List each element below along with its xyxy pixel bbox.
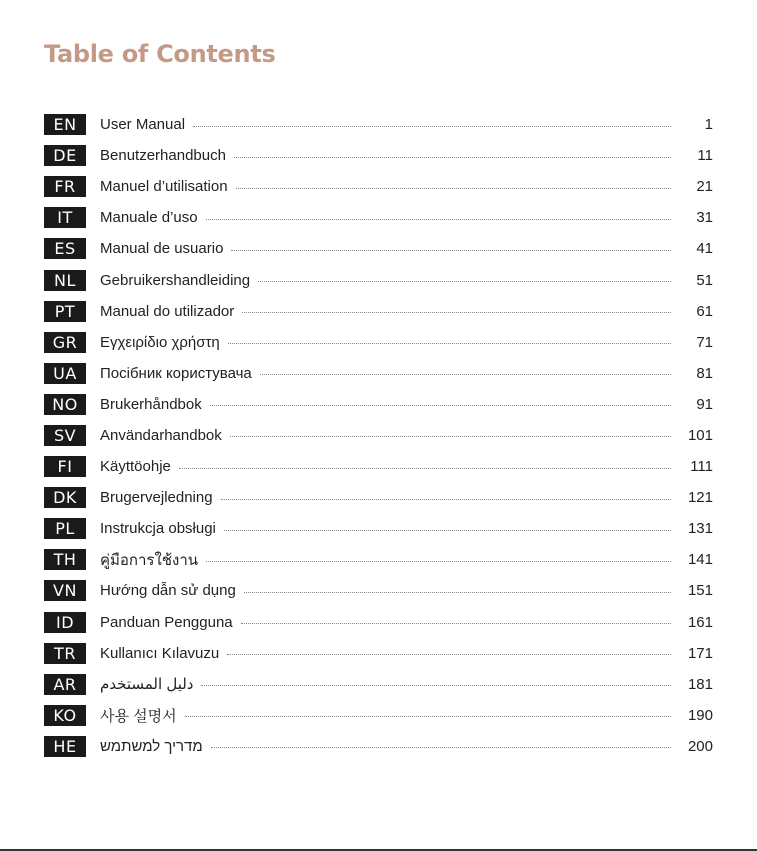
dot-leader xyxy=(236,188,671,189)
toc-entry[interactable] xyxy=(44,731,713,762)
page-number: 31 xyxy=(696,209,713,227)
language-code-badge: DK xyxy=(44,487,86,508)
entry-title: Brugervejledning xyxy=(100,489,213,507)
toc-entry[interactable] xyxy=(44,171,713,202)
dot-leader xyxy=(210,405,671,406)
toc-entry[interactable] xyxy=(44,233,713,264)
page-number: 91 xyxy=(696,395,713,413)
page-number: 41 xyxy=(696,240,713,258)
entry-title: دليل المستخدم xyxy=(100,676,194,694)
page-title: Table of Contents xyxy=(44,40,276,68)
entry-title: Käyttöohje xyxy=(100,458,171,476)
page-number: 111 xyxy=(690,458,713,476)
toc-entry[interactable] xyxy=(44,420,713,451)
dot-leader xyxy=(227,654,671,655)
page-number: 61 xyxy=(696,302,713,320)
page-number: 161 xyxy=(687,613,713,631)
toc-entry[interactable] xyxy=(44,140,713,171)
dot-leader xyxy=(179,468,671,469)
language-code-badge: FI xyxy=(44,456,86,477)
page-number: 181 xyxy=(687,675,713,693)
entry-title: Manuale d’uso xyxy=(100,209,198,227)
toc-entry[interactable] xyxy=(44,451,713,482)
toc-entry[interactable] xyxy=(44,544,713,575)
page-number: 81 xyxy=(696,364,713,382)
entry-title: Εγχειρίδιο χρήστη xyxy=(100,333,220,351)
language-code-badge: EN xyxy=(44,114,86,135)
entry-title: Panduan Pengguna xyxy=(100,613,233,631)
dot-leader xyxy=(185,716,671,717)
entry-title: Manual do utilizador xyxy=(100,302,235,320)
toc-list xyxy=(44,109,713,762)
language-code-badge: UA xyxy=(44,363,86,384)
language-code-badge: DE xyxy=(44,145,86,166)
entry-title: Benutzerhandbuch xyxy=(100,147,226,165)
entry-title: 사용 설명서 xyxy=(100,707,177,725)
language-code-badge: PL xyxy=(44,518,86,539)
page-number: 21 xyxy=(696,178,713,196)
entry-title: คู่มือการใช้งาน xyxy=(100,551,198,569)
toc-entry[interactable] xyxy=(44,575,713,606)
entry-title: Brukerhåndbok xyxy=(100,395,202,413)
dot-leader xyxy=(258,281,671,282)
page-number: 131 xyxy=(687,520,713,538)
toc-entry[interactable] xyxy=(44,264,713,295)
dot-leader xyxy=(244,592,671,593)
dot-leader xyxy=(231,250,671,251)
language-code-badge: ID xyxy=(44,612,86,633)
language-code-badge: IT xyxy=(44,207,86,228)
dot-leader xyxy=(206,219,671,220)
entry-title: Gebruikershandleiding xyxy=(100,271,251,289)
entry-title: מדריך למשתמש xyxy=(100,737,203,755)
language-code-badge: KO xyxy=(44,705,86,726)
dot-leader xyxy=(224,530,671,531)
language-code-badge: PT xyxy=(44,301,86,322)
dot-leader xyxy=(242,312,671,313)
language-code-badge: ES xyxy=(44,238,86,259)
entry-title: Посібник користувача xyxy=(100,364,252,382)
page-number: 151 xyxy=(687,582,713,600)
dot-leader xyxy=(221,499,671,500)
toc-entry[interactable] xyxy=(44,607,713,638)
language-code-badge: FR xyxy=(44,176,86,197)
toc-entry[interactable] xyxy=(44,109,713,140)
page-number: 200 xyxy=(687,737,713,755)
toc-entry[interactable] xyxy=(44,669,713,700)
entry-title: Kullanıcı Kılavuzu xyxy=(100,644,220,662)
page-number: 11 xyxy=(697,147,713,165)
dot-leader xyxy=(201,685,671,686)
language-code-badge: NL xyxy=(44,270,86,291)
entry-title: Hướng dẫn sử dụng xyxy=(100,582,236,600)
dot-leader xyxy=(230,436,671,437)
language-code-badge: VN xyxy=(44,580,86,601)
language-code-badge: SV xyxy=(44,425,86,446)
toc-entry[interactable] xyxy=(44,358,713,389)
toc-entry[interactable] xyxy=(44,638,713,669)
toc-entry[interactable] xyxy=(44,327,713,358)
page-number: 101 xyxy=(687,426,713,444)
dot-leader xyxy=(234,157,671,158)
language-code-badge: NO xyxy=(44,394,86,415)
page-number: 171 xyxy=(687,644,713,662)
entry-title: Användarhandbok xyxy=(100,426,222,444)
language-code-badge: GR xyxy=(44,332,86,353)
dot-leader xyxy=(260,374,671,375)
toc-entry[interactable] xyxy=(44,296,713,327)
dot-leader xyxy=(228,343,671,344)
toc-entry[interactable] xyxy=(44,389,713,420)
language-code-badge: TH xyxy=(44,549,86,570)
page-number: 51 xyxy=(696,271,713,289)
entry-title: Manual de usuario xyxy=(100,240,224,258)
page-number: 71 xyxy=(696,333,713,351)
page-number: 121 xyxy=(687,489,713,507)
page-number: 1 xyxy=(704,116,713,134)
toc-entry[interactable] xyxy=(44,700,713,731)
toc-entry[interactable] xyxy=(44,202,713,233)
entry-title: Instrukcja obsługi xyxy=(100,520,216,538)
language-code-badge: HE xyxy=(44,736,86,757)
entry-title: Manuel d’utilisation xyxy=(100,178,228,196)
page-number: 141 xyxy=(687,551,713,569)
toc-entry[interactable] xyxy=(44,482,713,513)
dot-leader xyxy=(193,126,671,127)
dot-leader xyxy=(211,747,671,748)
page-number: 190 xyxy=(687,706,713,724)
language-code-badge: TR xyxy=(44,643,86,664)
dot-leader xyxy=(241,623,671,624)
language-code-badge: AR xyxy=(44,674,86,695)
entry-title: User Manual xyxy=(100,116,186,134)
toc-entry[interactable] xyxy=(44,513,713,544)
dot-leader xyxy=(206,561,671,562)
